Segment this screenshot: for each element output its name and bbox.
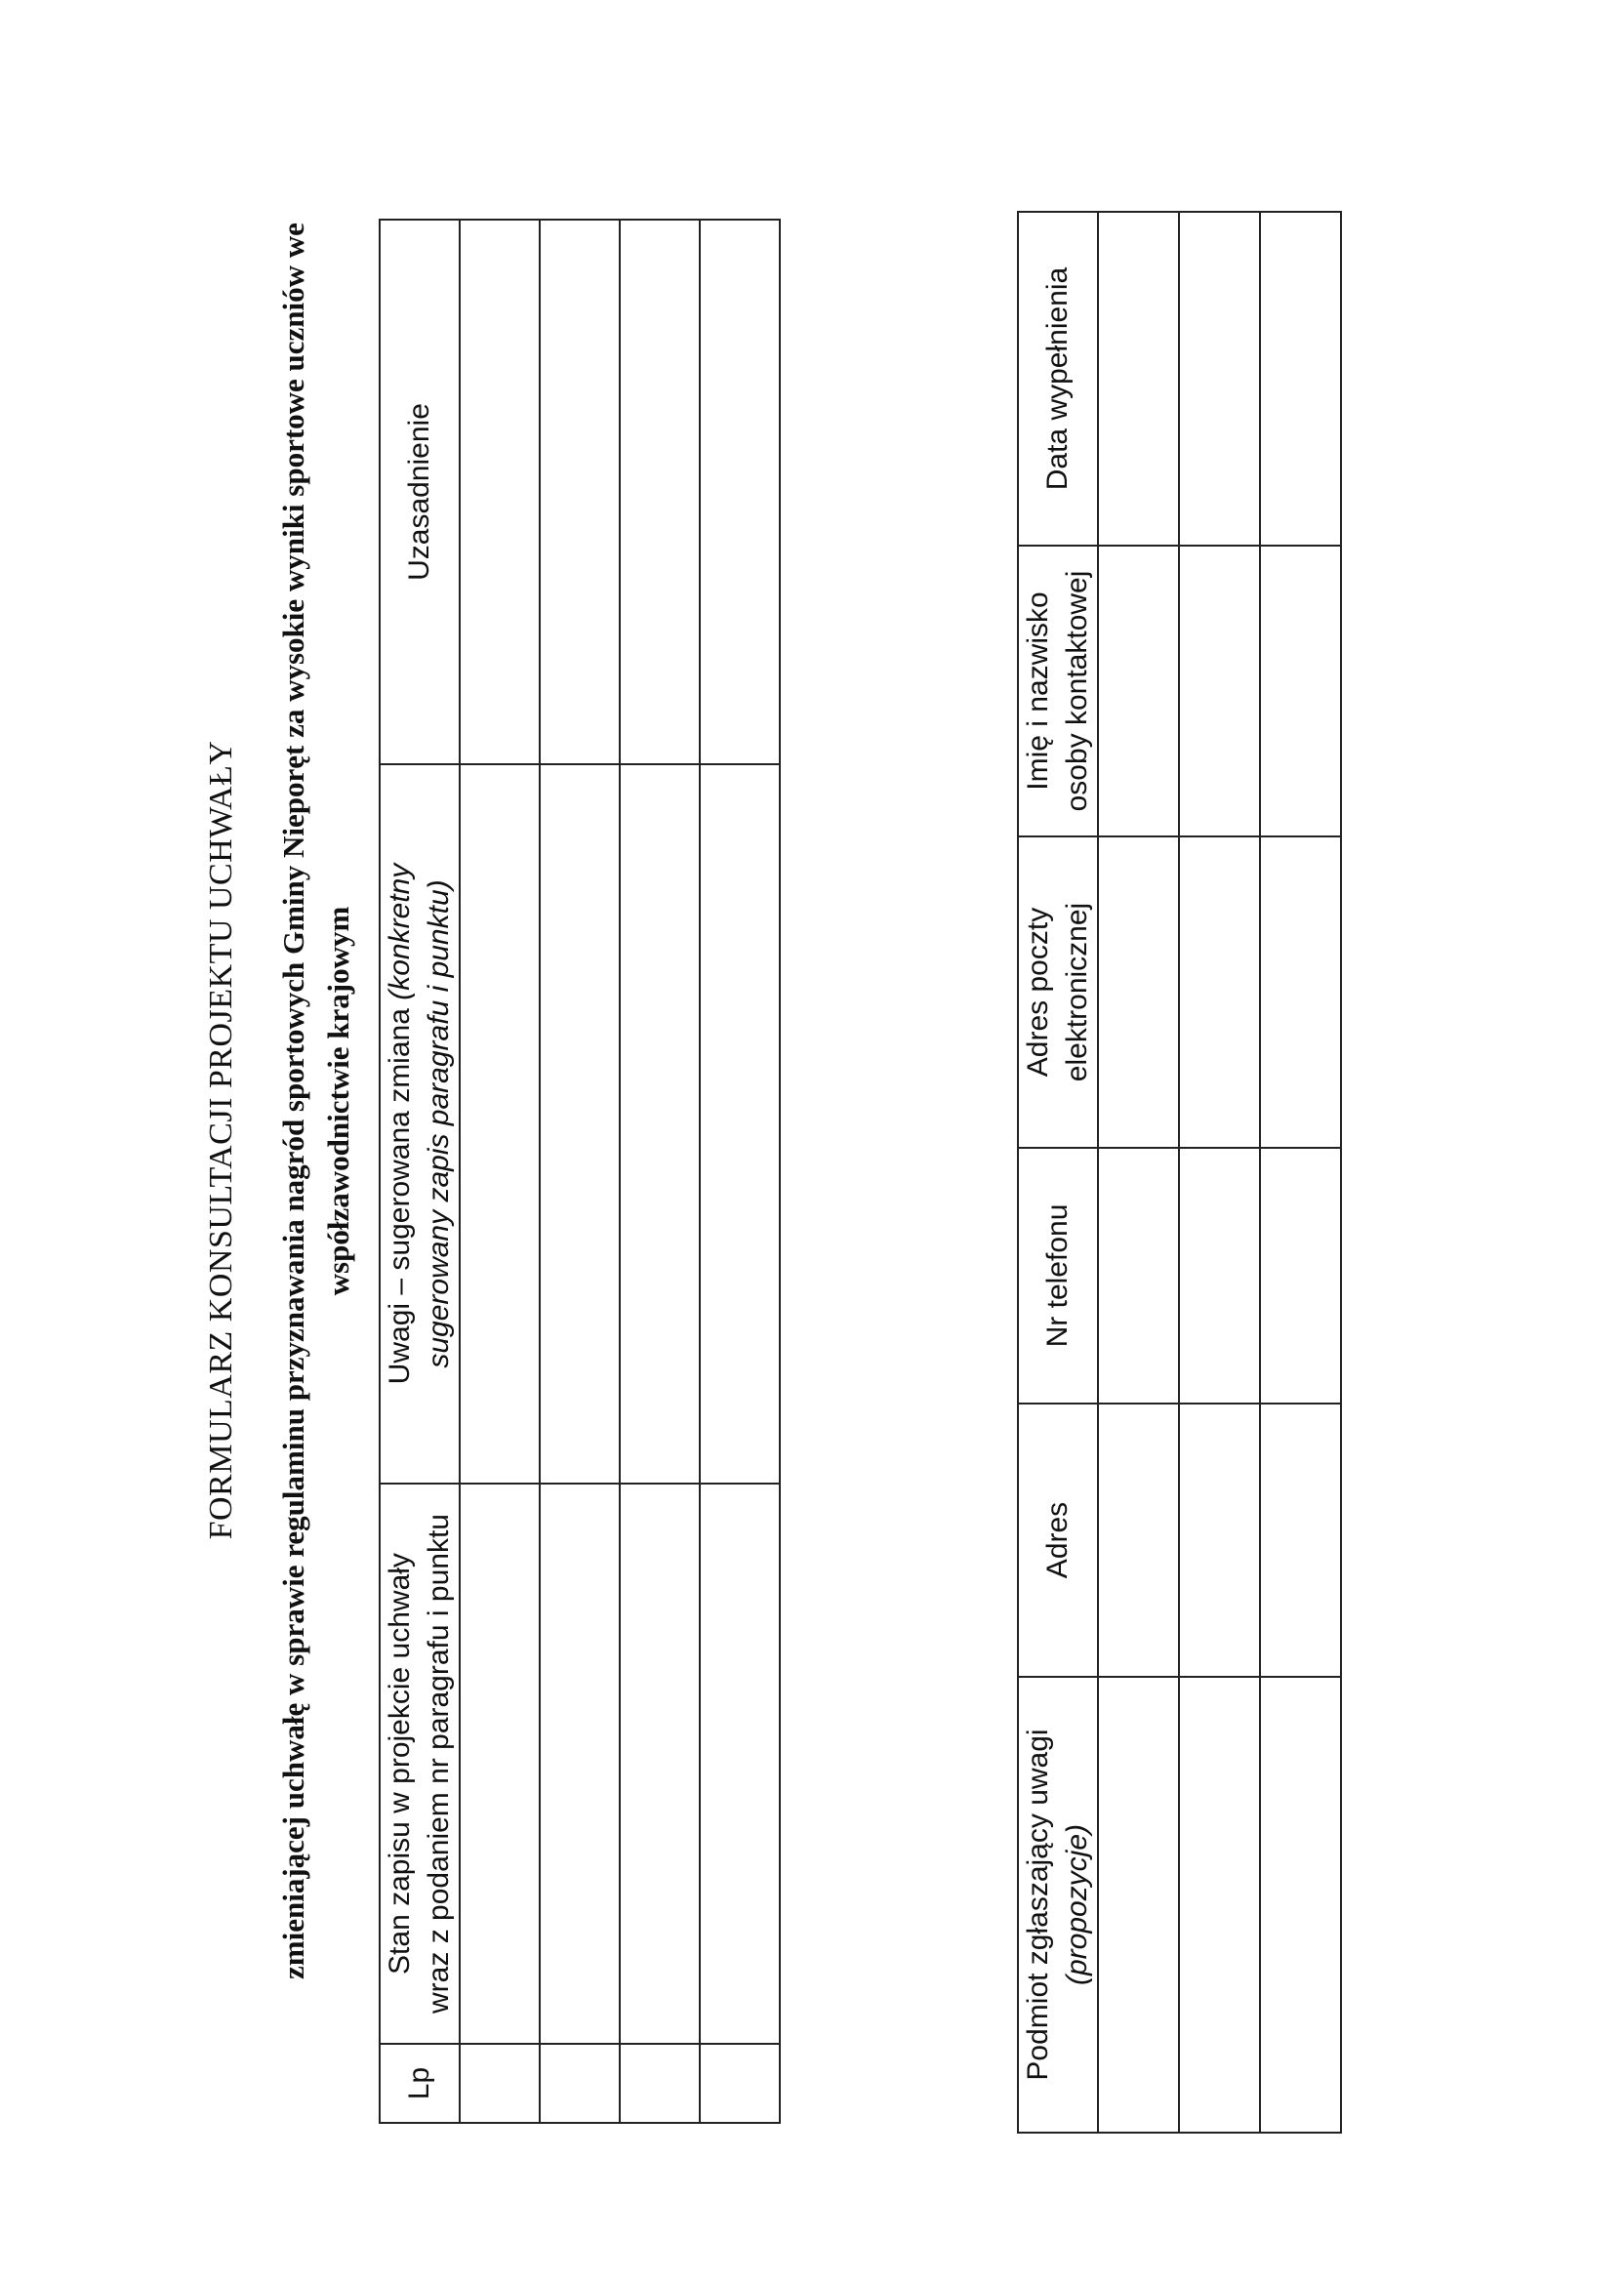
cell-podmiot[interactable] xyxy=(1260,1677,1341,2133)
header-adres: Adres xyxy=(1018,1404,1098,1677)
cell-uzasadnienie[interactable] xyxy=(460,220,540,764)
cell-telefon[interactable] xyxy=(1260,1148,1341,1404)
header-email: Adres poczty elektronicznej xyxy=(1018,836,1098,1148)
cell-email[interactable] xyxy=(1179,836,1260,1148)
contact-table-header-row xyxy=(1018,212,1098,2133)
cell-lp[interactable] xyxy=(540,2044,620,2123)
cell-uwagi[interactable] xyxy=(700,764,780,1484)
remarks-table-header-row xyxy=(380,220,460,2123)
cell-uwagi[interactable] xyxy=(460,764,540,1484)
cell-data-wypelnienia[interactable] xyxy=(1098,212,1179,546)
header-data-wypelnienia: Data wypełnienia xyxy=(1018,212,1098,546)
form-subtitle-line-2: współzawodnictwie krajowym xyxy=(321,906,355,1296)
contact-table xyxy=(1017,211,1342,2134)
cell-adres[interactable] xyxy=(1098,1404,1179,1677)
cell-data-wypelnienia[interactable] xyxy=(1260,212,1341,546)
cell-telefon[interactable] xyxy=(1179,1148,1260,1404)
header-osoba-kontaktowa: Imię i nazwisko osoby kontaktowej xyxy=(1018,546,1098,836)
header-telefon: Nr telefonu xyxy=(1018,1148,1098,1404)
header-lp: Lp xyxy=(380,2044,460,2123)
cell-uwagi[interactable] xyxy=(620,764,700,1484)
table-row xyxy=(1179,212,1260,2133)
cell-lp[interactable] xyxy=(700,2044,780,2123)
form-subtitle xyxy=(271,86,361,2116)
cell-osoba-kontaktowa[interactable] xyxy=(1098,546,1179,836)
cell-adres[interactable] xyxy=(1179,1404,1260,1677)
cell-osoba-kontaktowa[interactable] xyxy=(1260,546,1341,836)
cell-uwagi[interactable] xyxy=(540,764,620,1484)
cell-uzasadnienie[interactable] xyxy=(540,220,620,764)
cell-data-wypelnienia[interactable] xyxy=(1179,212,1260,546)
cell-podmiot[interactable] xyxy=(1098,1677,1179,2133)
cell-email[interactable] xyxy=(1260,836,1341,1148)
cell-stan-zapisu[interactable] xyxy=(540,1484,620,2044)
table-row xyxy=(1260,212,1341,2133)
form-subtitle-line-1: zmieniającej uchwałę w sprawie regulaminu przyznawania nagród sportowych Gminy Nieporęt za wysokie wyniki sportowe uczniów we xyxy=(276,223,310,1979)
form-title: FORMULARZ KONSULTACJI PROJEKTU UCHWAŁY xyxy=(203,740,239,1540)
table-row xyxy=(620,220,700,2123)
table-row xyxy=(540,220,620,2123)
cell-lp[interactable] xyxy=(620,2044,700,2123)
remarks-table xyxy=(379,219,781,2124)
table-row xyxy=(460,220,540,2123)
table-row xyxy=(1098,212,1179,2133)
header-uwagi: Uwagi – sugerowana zmiana (konkretny sugerowany zapis paragrafu i punktu) xyxy=(380,764,460,1484)
header-podmiot: Podmiot zgłaszający uwagi (propozycje) xyxy=(1018,1677,1098,2133)
cell-uzasadnienie[interactable] xyxy=(620,220,700,764)
cell-uzasadnienie[interactable] xyxy=(700,220,780,764)
cell-stan-zapisu[interactable] xyxy=(700,1484,780,2044)
cell-telefon[interactable] xyxy=(1098,1148,1179,1404)
cell-stan-zapisu[interactable] xyxy=(620,1484,700,2044)
cell-adres[interactable] xyxy=(1260,1404,1341,1677)
cell-stan-zapisu[interactable] xyxy=(460,1484,540,2044)
header-stan-zapisu: Stan zapisu w projekcie uchwały wraz z podaniem nr paragrafu i punktu xyxy=(380,1484,460,2044)
cell-osoba-kontaktowa[interactable] xyxy=(1179,546,1260,836)
cell-lp[interactable] xyxy=(460,2044,540,2123)
table-row xyxy=(700,220,780,2123)
header-uzasadnienie: Uzasadnienie xyxy=(380,220,460,764)
cell-podmiot[interactable] xyxy=(1179,1677,1260,2133)
cell-email[interactable] xyxy=(1098,836,1179,1148)
